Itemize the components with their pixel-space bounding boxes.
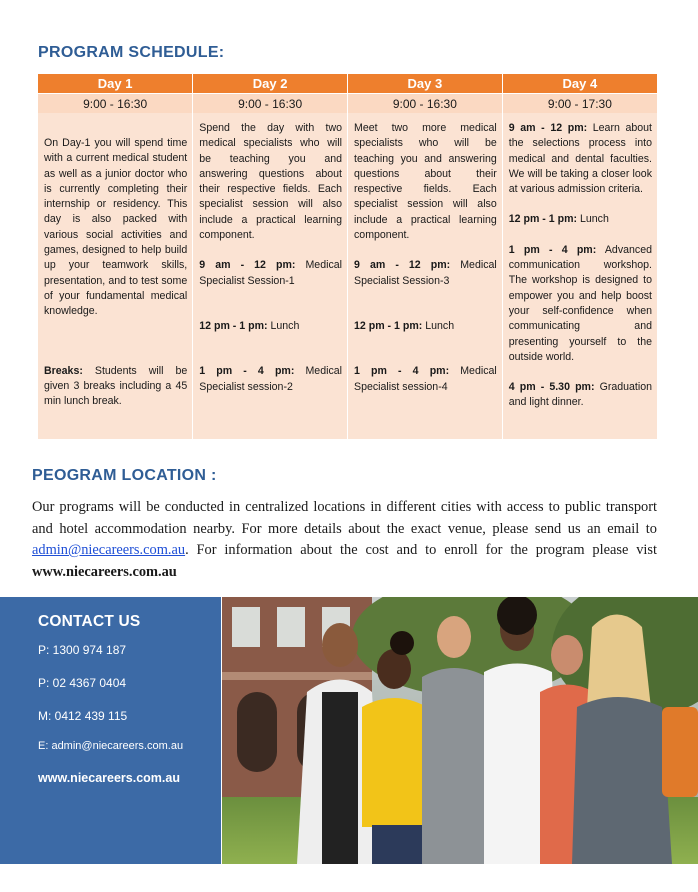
schedule-title: PROGRAM SCHEDULE: bbox=[38, 44, 225, 61]
day-header-row bbox=[38, 74, 657, 94]
day-2-time: 9:00 - 16:30 bbox=[193, 94, 348, 114]
day-4-time: 9:00 - 17:30 bbox=[502, 94, 657, 114]
contact-panel bbox=[0, 597, 221, 864]
students-photo bbox=[222, 597, 698, 864]
day-2-details bbox=[193, 113, 348, 439]
time-row bbox=[38, 94, 657, 114]
day-1-breaks: Breaks: Students will be given 3 breaks including a 45 min lunch break. bbox=[44, 364, 188, 408]
day-4-workshop: 1 pm - 4 pm: Advanced communication workshop. The workshop is designed to empower you and help boost your self-confidence when communicating and presenting yourself to the outside world. bbox=[508, 243, 652, 363]
contact-mobile: M: 0412 439 115 bbox=[38, 709, 128, 723]
day-3-details bbox=[348, 113, 503, 439]
day-4-selections: 9 am - 12 pm: Learn about the selections process into medical and dental faculties. We will be taking a closer look at various admission criteria. bbox=[508, 122, 652, 196]
day-4-lunch: 12 pm - 1 pm: Lunch bbox=[508, 213, 609, 226]
contact-phone-1: P: 1300 974 187 bbox=[38, 643, 127, 657]
day-1-header: Day 1 bbox=[38, 74, 193, 94]
day-3-time: 9:00 - 16:30 bbox=[348, 94, 503, 114]
day-1-time: 9:00 - 16:30 bbox=[38, 94, 193, 114]
day-3-session-4: 1 pm - 4 pm: Medical Specialist session-4 bbox=[354, 365, 497, 393]
day-2-header: Day 2 bbox=[193, 74, 348, 94]
day-2-intro: Spend the day with two medical specialists who will be teaching you and answering questions about their respective fields. Each specialist session will also include a practical learning component. bbox=[199, 122, 342, 242]
day-3-session-3: 9 am - 12 pm: Medical Specialist Session-3 bbox=[354, 259, 497, 287]
location-paragraph: Our programs will be conducted in centralized locations in different cities with access to public transport and hotel accommodation nearby. For more details about the exact venue, please send us an email to admin@niecareers.com.au. For information about the cost and to enroll for the program please vist www.niecareers.com.au bbox=[32, 499, 657, 580]
email-link[interactable]: admin@niecareers.com.au bbox=[32, 542, 186, 558]
day-2-session-1: 9 am - 12 pm: Medical Specialist Session-1 bbox=[199, 259, 342, 287]
contact-phone-2: P: 02 4367 0404 bbox=[38, 676, 127, 690]
schedule-body-row bbox=[38, 113, 657, 439]
contact-website: www.niecareers.com.au bbox=[38, 771, 180, 785]
contact-title: CONTACT US bbox=[38, 613, 141, 630]
day-3-header: Day 3 bbox=[348, 74, 503, 94]
day-4-header: Day 4 bbox=[502, 74, 657, 94]
day-2-session-2: 1 pm - 4 pm: Medical Specialist session-2 bbox=[199, 365, 342, 393]
day-3-intro: Meet two more medical specialists who will be teaching you and answering questions about their respective fields. Each specialist session will also include a practical learning component. bbox=[354, 122, 497, 242]
day-3-lunch: 12 pm - 1 pm: Lunch bbox=[354, 319, 455, 332]
contact-email: E: admin@niecareers.com.au bbox=[38, 740, 184, 752]
schedule-table bbox=[38, 74, 657, 439]
day-4-graduation: 4 pm - 5.30 pm: Graduation and light dinner. bbox=[508, 381, 652, 409]
day-1-details bbox=[38, 113, 193, 439]
day-4-details bbox=[502, 113, 657, 439]
students-photo-illustration bbox=[222, 597, 698, 864]
day-1-intro: On Day-1 you will spend time with a current medical student as well as a junior doctor who is currently completing their internship or residency. This day is also packed with various social activities and games, designed to help build up your teamwork skills, presentation, and to test some of your fundamental medical knowledge. bbox=[44, 137, 188, 318]
location-title: PEOGRAM LOCATION : bbox=[32, 467, 217, 484]
website-text: www.niecareers.com.au bbox=[32, 563, 177, 580]
day-2-lunch: 12 pm - 1 pm: Lunch bbox=[199, 319, 300, 332]
